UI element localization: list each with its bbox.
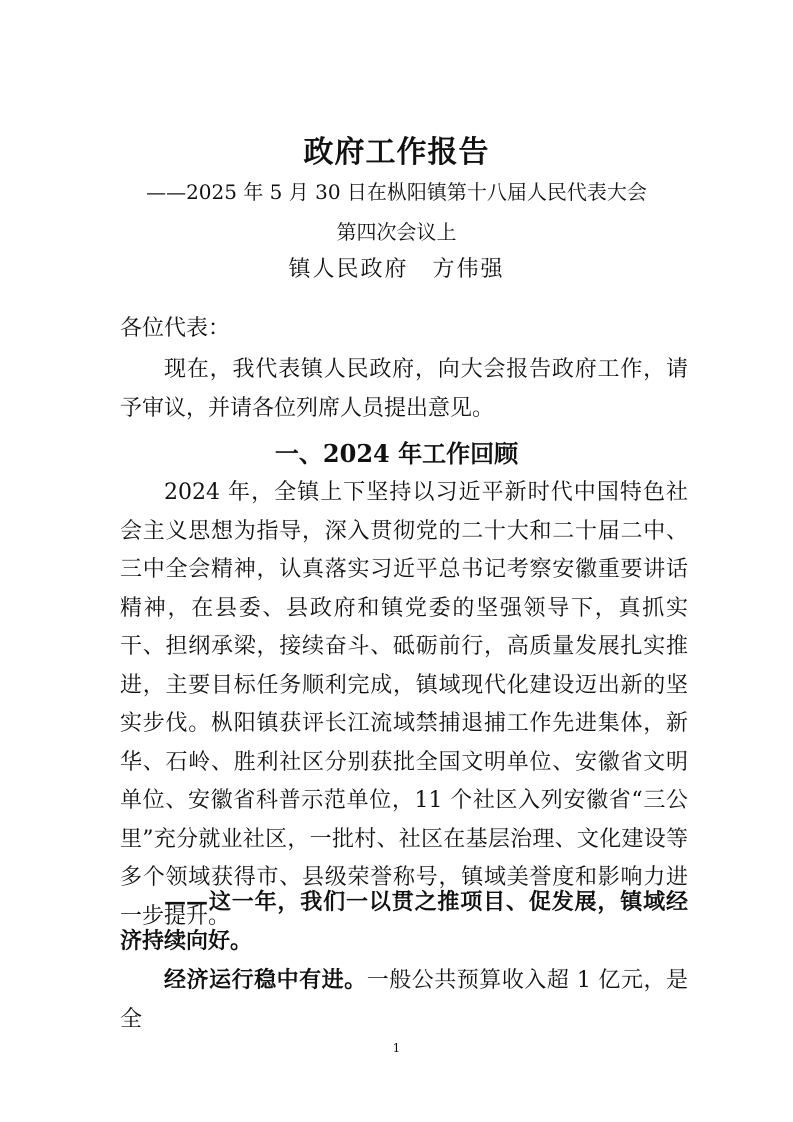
section-heading: 一、2024 年工作回顾 (274, 439, 519, 468)
economy-paragraph (120, 961, 688, 1039)
bold-summary-paragraph: ——这一年，我们一以贯之推项目、促发展，镇域经济持续向好。 (120, 889, 688, 954)
report-subtitle-line2: 第四次会议上 (336, 220, 457, 244)
report-title: 政府工作报告 (303, 135, 490, 170)
main-paragraph: 2024 年，全镇上下坚持以习近平新时代中国特色社会主义思想为指导，深入贯彻党的二十大和二十届二中、三中全会精神，认真落实习近平总书记考察安徽重要讲话精神，在县委、县政府和镇党委的坚强领导下，真抓实干、担纲承梁，接续奋斗、砥砺前行，高质量发展扎实推进，主要目标任务顺利完成，镇域现代化建设迈出新的坚实步伐。枞阳镇获评长江流域禁捕退捕工作先进集体，新华、石岭、胜利社区分别获批全国文明单位、安徽省文明单位、安徽省科普示范单位，11 个社区入列安徽省“三公里”充分就业社区，一批村、社区在基层治理、文化建设等多个领域获得市、县级荣誉称号，镇域美誉度和影响力进一步提升。 (120, 480, 688, 929)
report-author: 镇人民政府 方伟强 (288, 257, 505, 282)
economy-paragraph-text: 一般公共预算收入超 1 亿元，是全 (120, 968, 688, 1032)
economy-paragraph-lead: 经济运行稳中有进。 (164, 967, 367, 993)
intro-paragraph: 现在，我代表镇人民政府，向大会报告政府工作，请予审议，并请各位列席人员提出意见。 (120, 357, 688, 421)
salutation: 各位代表： (120, 316, 231, 341)
page-number: 1 (392, 1041, 401, 1055)
report-subtitle-line1: ——2025 年 5 月 30 日在枞阳镇第十八届人民代表大会 (146, 180, 647, 204)
